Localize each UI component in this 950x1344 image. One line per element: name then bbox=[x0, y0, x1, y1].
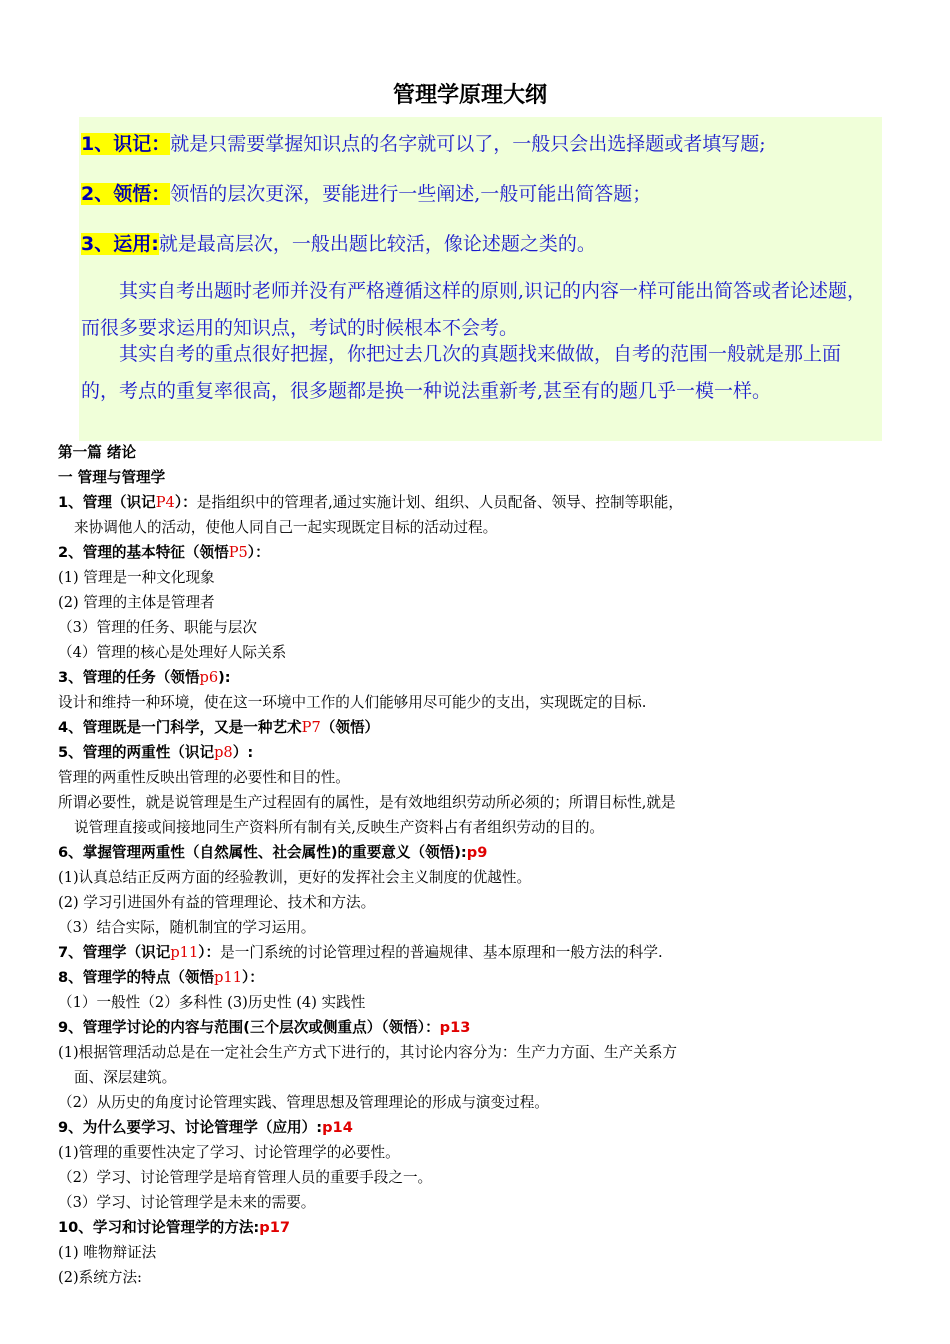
list-item: (1)认真总结正反两方面的经验教训，更好的发挥社会主义制度的优越性。 bbox=[58, 869, 532, 886]
section-5-text: 管理的两重性反映出管理的必要性和目的性。 bbox=[58, 769, 350, 786]
intro-item-2: 2、领悟：领悟的层次更深，要能进行一些阐述,一般可能出简答题； bbox=[81, 183, 652, 205]
list-item: (1)管理的重要性决定了学习、讨论管理学的必要性。 bbox=[58, 1144, 400, 1161]
list-item: （3）学习、讨论管理学是未来的需要。 bbox=[58, 1194, 316, 1211]
section-9-text: （2）从历史的角度讨论管理实践、管理思想及管理理论的形成与演变过程。 bbox=[58, 1094, 549, 1111]
section-2: 2、管理的基本特征（领悟P5）： bbox=[58, 544, 270, 561]
intro-label: 2、领悟： bbox=[81, 183, 171, 205]
list-item: （4）管理的核心是处理好人际关系 bbox=[58, 644, 287, 661]
section-1: 1、管理（识记P4）：是指组织中的管理者,通过实施计划、组织、人员配备、领导、控制等职能， bbox=[58, 494, 683, 511]
list-item: (2) 管理的主体是管理者 bbox=[58, 594, 215, 611]
section-10: 10、学习和讨论管理学的方法:p17 bbox=[58, 1219, 291, 1236]
intro-item-3: 3、运用:就是最高层次，一般出题比较活，像论述题之类的。 bbox=[81, 233, 596, 255]
section-9-text: 面、深层建筑。 bbox=[74, 1069, 177, 1086]
list-item: （2）学习、讨论管理学是培育管理人员的重要手段之一。 bbox=[58, 1169, 433, 1186]
section-5-text: 说管理直接或间接地同生产资料所有制有关,反映生产资料占有者组织劳动的目的。 bbox=[74, 819, 605, 836]
section-8-text: （1）一般性（2）多科性 (3)历史性 (4) 实践性 bbox=[58, 994, 366, 1011]
intro-label: 3、运用: bbox=[81, 233, 159, 255]
section-6: 6、掌握管理两重性（自然属性、社会属性)的重要意义（领悟):p9 bbox=[58, 844, 488, 861]
section-9-text: (1)根据管理活动总是在一定社会生产方式下进行的，其讨论内容分为：生产力方面、生产关系方 bbox=[58, 1044, 678, 1061]
section-3: 3、管理的任务（领悟p6): bbox=[58, 669, 231, 686]
section-8: 8、管理学的特点（领悟p11）： bbox=[58, 969, 264, 986]
intro-paragraph-1: 其实自考出题时老师并没有严格遵循这样的原则,识记的内容一样可能出简答或者论述题，而很多要求运用的知识点，考试的时候根本不会考。 bbox=[81, 280, 867, 339]
intro-box bbox=[79, 117, 882, 441]
section-9: 9、管理学讨论的内容与范围(三个层次或侧重点）（领悟）：p13 bbox=[58, 1019, 471, 1036]
section-3-text: 设计和维持一种环境，使在这一环境中工作的人们能够用尽可能少的支出，实现既定的目标. bbox=[58, 694, 647, 711]
section-5: 5、管理的两重性（识记p8）: bbox=[58, 744, 254, 761]
list-item: （3）结合实际，随机制宜的学习运用。 bbox=[58, 919, 316, 936]
section-7: 7、管理学（识记p11）：是一门系统的讨论管理过程的普遍规律、基本原理和一般方法的科学. bbox=[58, 944, 663, 961]
list-item: （3）管理的任务、职能与层次 bbox=[58, 619, 258, 636]
list-item: (1) 唯物辩证法 bbox=[58, 1244, 157, 1261]
list-item: (1) 管理是一种文化现象 bbox=[58, 569, 215, 586]
list-item: (2) 学习引进国外有益的管理理论、技术和方法。 bbox=[58, 894, 376, 911]
page-title: 管理学原理大纲 bbox=[392, 83, 547, 108]
intro-paragraph-2: 其实自考的重点很好把握，你把过去几次的真题找来做做，自考的范围一般就是那上面的，考点的重复率很高，很多题都是换一种说法重新考,甚至有的题几乎一模一样。 bbox=[81, 343, 842, 402]
section-4: 4、管理既是一门科学，又是一种艺术P7（领悟） bbox=[58, 719, 380, 736]
part-heading: 第一篇 绪论 bbox=[58, 444, 137, 461]
chapter-heading: 一 管理与管理学 bbox=[58, 469, 166, 486]
list-item: (2)系统方法: bbox=[58, 1269, 142, 1286]
section-5-text: 所谓必要性，就是说管理是生产过程固有的属性，是有效地组织劳动所必须的；所谓目标性,就是 bbox=[58, 794, 676, 811]
intro-item-1: 1、识记：就是只需要掌握知识点的名字就可以了，一般只会出选择题或者填写题; bbox=[81, 133, 766, 155]
section-9b: 9、为什么要学习、讨论管理学（应用）:p14 bbox=[58, 1119, 353, 1136]
section-1-cont: 来协调他人的活动，使他人同自己一起实现既定目标的活动过程。 bbox=[74, 519, 498, 536]
intro-label: 1、识记： bbox=[81, 133, 171, 155]
